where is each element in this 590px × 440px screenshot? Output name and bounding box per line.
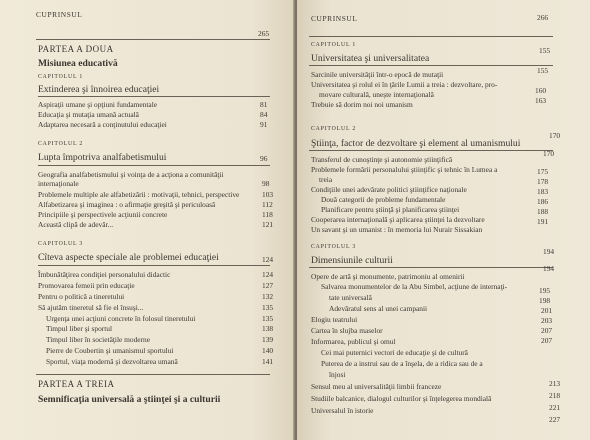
right-page	[297, 0, 590, 440]
toc-page: 81	[260, 100, 268, 109]
toc-page: 112	[262, 200, 273, 209]
toc-page: 132	[262, 292, 274, 301]
toc-entry: Universitatea şi rolul ei în ţările Lumii a treia : dezvoltare, pro-	[311, 80, 498, 89]
chapter-title: Lupta împotriva analfabetismului	[38, 152, 167, 163]
toc-page: 138	[262, 324, 274, 333]
toc-entry: Transferul de cunoştinţe şi autonomie ştiinţifică	[311, 155, 453, 164]
toc-entry: Principiile şi perspectivele acţiunii concrete	[38, 210, 168, 219]
toc-entry: Trebuie să dorim noi noi umanism	[311, 100, 413, 109]
chapter-rule	[38, 165, 270, 166]
toc-entry: Geografia analfabetismului şi voinţa de a acţiona a comunităţii	[38, 170, 224, 179]
toc-entry: Universalul în istorie	[311, 406, 374, 415]
toc-entry: Puterea de a instrui sau de a înşela, de a ridica sau de a	[321, 359, 483, 368]
toc-page: 124	[262, 270, 274, 279]
toc-page: 218	[549, 391, 561, 400]
toc-page: 84	[260, 110, 268, 119]
chapter-label: CAPITOLUL 3	[38, 241, 84, 247]
toc-entry: Salvarea monumentelor de la Abu Simbel, acţiune de internaţi-	[321, 282, 508, 291]
toc-entry: Sarcinile universităţii într-o epocă de mutaţii	[311, 70, 444, 79]
toc-page: 207	[541, 326, 553, 335]
toc-entry: Timpul liber în societăţile moderne	[46, 335, 150, 344]
toc-page: 221	[549, 403, 561, 412]
toc-page: 194	[543, 264, 555, 273]
part-title: PARTEA A TREIA	[38, 379, 115, 389]
toc-entry: Planificare pentru ştiinţă şi planificarea ştiinţei	[321, 205, 460, 214]
section-title: Misiunea educativă	[38, 58, 118, 69]
toc-entry: Elogiu teatrului	[311, 315, 358, 324]
part-title: PARTEA A DOUA	[38, 44, 114, 54]
header-rule	[36, 39, 270, 40]
toc-entry: Urgenţa unei acţiuni concrete în folosul tineretului	[46, 314, 196, 323]
part-rule	[36, 374, 270, 375]
chapter-rule	[309, 267, 553, 268]
chapter-title: Dimensiunile culturii	[311, 255, 393, 266]
toc-entry: internaţionale	[38, 179, 79, 188]
toc-entry: Această clipă de adevăr...	[38, 220, 114, 229]
toc-page: 127	[262, 281, 274, 290]
toc-page: 96	[260, 154, 268, 163]
toc-page: 155	[537, 66, 549, 75]
chapter-title: Universitatea şi universalitatea	[311, 53, 430, 64]
toc-entry: Promovarea femeii prin educaţie	[38, 281, 135, 290]
toc-entry: Cei mai puternici vectori de educaţie şi de cultură	[321, 348, 468, 357]
chapter-title: Cîteva aspecte speciale ale problemei educaţiei	[38, 252, 219, 263]
toc-page: 227	[549, 415, 561, 424]
section-title: Semnificaţia universală a ştiinţei şi a culturii	[38, 394, 221, 405]
toc-entry: Educaţia şi mutaţia umană actuală	[38, 110, 139, 119]
toc-page: 121	[262, 220, 274, 229]
running-header-page: 265	[258, 29, 270, 38]
toc-entry: Aspiraţii umane şi opţiuni fundamentale	[38, 100, 158, 109]
chapter-rule	[38, 265, 270, 266]
chapter-label: CAPITOLUL 2	[38, 141, 84, 147]
toc-entry: Condiţiile unei adevărate politici ştiinţifice naţionale	[311, 185, 467, 194]
toc-page: 194	[543, 247, 555, 256]
toc-page: 163	[535, 96, 547, 105]
toc-entry: Studiile balcanice, dialogul culturilor şi înţelegerea mondială	[311, 394, 492, 403]
chapter-label: CAPITOLUL 2	[311, 126, 357, 132]
toc-entry: Cooperarea internaţională şi aplicarea ştiinţei la dezvoltare	[311, 215, 485, 224]
toc-page: 203	[541, 316, 553, 325]
toc-entry: Un savant şi un umanist : în memoria lui Nurair Sissakian	[311, 225, 483, 234]
toc-entry: Opere de artă şi monumente, patrimoniu al omenirii	[311, 272, 465, 281]
toc-entry: treia	[319, 175, 333, 184]
running-header: CUPRINSUL	[311, 14, 358, 23]
chapter-label: CAPITOLUL 1	[38, 74, 84, 80]
chapter-title: Extinderea şi înnoirea educaţiei	[38, 84, 160, 95]
toc-page: 139	[262, 335, 274, 344]
toc-entry: movare culturală, unește internaţională	[319, 90, 434, 99]
chapter-label: CAPITOLUL 3	[311, 244, 357, 250]
toc-page: 207	[541, 336, 553, 345]
running-header-page: 266	[537, 13, 549, 22]
chapter-rule	[309, 150, 553, 151]
toc-entry: Adaptarea necesară a conţinutului educaţiei	[38, 120, 167, 129]
running-header: CUPRINSUL	[36, 10, 83, 19]
toc-page: 195	[539, 286, 551, 295]
toc-entry: Problemele formării personalului ştiinţific şi tehnic în Lumea a	[311, 165, 498, 174]
toc-entry: Cartea în slujba maselor	[311, 326, 383, 335]
toc-entry: Sportul, viaţa modernă şi dezvoltarea umană	[46, 357, 178, 366]
toc-page: 213	[549, 379, 561, 388]
toc-page: 91	[260, 120, 268, 129]
chapter-title: Ştiinţa, factor de dezvoltare şi element al umanismului	[311, 138, 521, 149]
toc-page: 170	[543, 149, 555, 158]
toc-page: 170	[549, 131, 561, 140]
toc-entry: Îmbunătăţirea condiţiei personalului didactic	[38, 270, 171, 279]
toc-page: 191	[537, 217, 549, 226]
toc-entry: Problemele multiple ale alfabetizării : motivaţii, tehnici, perspective	[38, 190, 240, 199]
toc-page: 124	[262, 255, 274, 264]
toc-page: 201	[541, 306, 553, 315]
toc-page: 141	[262, 357, 274, 366]
toc-entry: Timpul liber şi sportul	[46, 324, 113, 333]
toc-page: 98	[262, 179, 270, 188]
toc-page: 186	[537, 197, 549, 206]
toc-entry: Pentru o politică a tineretului	[38, 292, 125, 301]
chapter-rule	[309, 65, 553, 66]
toc-page: 178	[537, 177, 549, 186]
toc-page: 160	[535, 86, 547, 95]
toc-page: 188	[537, 207, 549, 216]
toc-entry: Sensul meu al universalităţii limbii franceze	[311, 382, 442, 391]
toc-entry: Să ajutăm tineretul să fie el însuşi...	[38, 303, 144, 312]
toc-page: 155	[539, 46, 551, 55]
toc-page: 103	[262, 190, 274, 199]
chapter-label: CAPITOLUL 1	[311, 42, 357, 48]
toc-page: 140	[262, 346, 274, 355]
toc-entry: Pierre de Coubertin şi umanismul sportului	[46, 346, 174, 355]
header-rule	[309, 36, 553, 37]
toc-page: 118	[262, 210, 273, 219]
toc-entry: Două categorii de probleme fundamentale	[321, 195, 446, 204]
toc-page: 183	[537, 187, 549, 196]
toc-entry: Adevăratul sens al unei campanii	[329, 304, 428, 313]
toc-entry: Alfabetizarea şi imaginea : o afirmaţie greşită şi periculoasă	[38, 200, 216, 209]
toc-page: 135	[262, 303, 274, 312]
toc-page: 175	[537, 167, 549, 176]
toc-page: 198	[539, 296, 551, 305]
chapter-rule	[38, 96, 270, 97]
toc-page: 135	[262, 314, 274, 323]
toc-entry: tate universală	[329, 293, 372, 302]
toc-entry: Informarea, publicul şi omul	[311, 337, 396, 346]
toc-entry: înjosi	[329, 370, 346, 379]
